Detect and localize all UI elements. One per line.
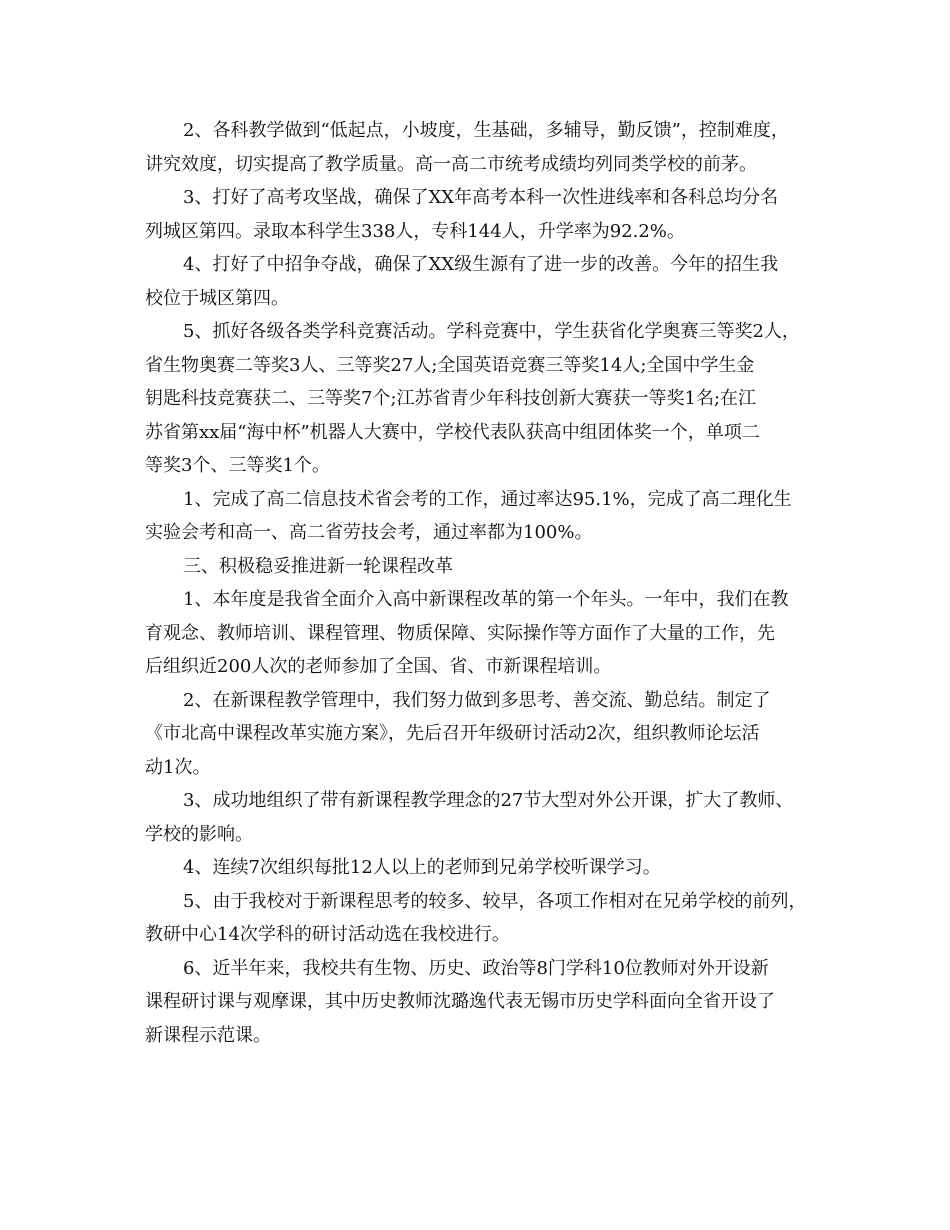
- section-heading: 三、积极稳妥推进新一轮课程改革: [183, 555, 453, 577]
- text-line: 校位于城区第四。: [145, 287, 289, 309]
- text-line: 3、打好了高考攻坚战，确保了XX年高考本科一次性进线率和各科总均分名: [183, 187, 779, 208]
- text-line: 4、打好了中招争夺战，确保了XX级生源有了进一步的改善。今年的招生我: [183, 254, 779, 275]
- text-line: 钥匙科技竞赛获二、三等奖7个;江苏省青少年科技创新大赛获一等奖1名;在江: [145, 388, 757, 409]
- paragraph-it-exam: [145, 483, 825, 550]
- paragraph-teaching-management: [145, 684, 825, 785]
- paragraph-college-exam: [145, 181, 825, 248]
- text-line: 2、各科教学做到“低起点，小坡度，生基础，多辅导，勤反馈”，控制难度，: [183, 120, 789, 141]
- paragraph-competitions: [145, 315, 825, 483]
- text-line: 苏省第xx届“海中杯”机器人大赛中，学校代表队获高中组团体奖一个，单项二: [145, 421, 760, 443]
- text-line: 5、由于我校对于新课程思考的较多、较早，各项工作相对在兄弟学校的前列，: [183, 890, 807, 912]
- paragraph-teaching-quality: [145, 114, 825, 181]
- text-line: 3、成功地组织了带有新课程教学理念的27节大型对外公开课，扩大了教师、: [183, 790, 794, 811]
- text-line: 教研中心14次学科的研讨活动选在我校进行。: [145, 924, 510, 945]
- text-line: 学校的影响。: [145, 823, 253, 845]
- section-heading-curriculum-reform: [145, 550, 825, 584]
- paragraph-demonstration-classes: [145, 952, 825, 1053]
- document-body: [145, 114, 825, 1052]
- text-line: 实验会考和高一、高二省劳技会考，通过率都为100%。: [145, 522, 593, 543]
- paragraph-observation: [145, 851, 825, 885]
- paragraph-open-classes: [145, 784, 825, 851]
- text-line: 列城区第四。录取本科学生338人，专科144人，升学率为92.2%。: [145, 220, 685, 242]
- text-line: 后组织近200人次的老师参加了全国、省、市新课程培训。: [145, 656, 612, 677]
- text-line: 4、连续7次组织每批12人以上的老师到兄弟学校听课学习。: [183, 857, 661, 878]
- text-line: 讲究效度，切实提高了教学质量。高一高二市统考成绩均列同类学校的前茅。: [145, 153, 757, 175]
- text-line: 2、在新课程教学管理中，我们努力做到多思考、善交流、勤总结。制定了: [183, 689, 771, 711]
- text-line: 课程研讨课与观摩课，其中历史教师沈璐逸代表无锡市历史学科面向全省开设了: [145, 991, 775, 1012]
- text-line: 5、抓好各级各类学科竞赛活动。学科竞赛中，学生获省化学奥赛三等奖2人，: [183, 321, 800, 342]
- text-line: 省生物奥赛二等奖3人、三等奖27人;全国英语竞赛三等奖14人;全国中学生金: [145, 354, 755, 376]
- text-line: 新课程示范课。: [145, 1024, 271, 1046]
- text-line: 《市北高中课程改革实施方案》，先后召开年级研讨活动2次，组织教师论坛活: [145, 723, 760, 744]
- text-line: 6、近半年来，我校共有生物、历史、政治等8门学科10位教师对外开设新: [183, 957, 769, 979]
- paragraph-enrollment: [145, 248, 825, 315]
- text-line: 育观念、教师培训、课程管理、物质保障、实际操作等方面作了大量的工作，先: [145, 622, 775, 644]
- paragraph-new-curriculum: [145, 583, 825, 684]
- text-line: 1、本年度是我省全面介入高中新课程改革的第一个年头。一年中，我们在教: [183, 589, 789, 610]
- text-line: 等奖3个、三等奖1个。: [145, 455, 330, 476]
- text-line: 动1次。: [145, 756, 211, 778]
- paragraph-research-activities: [145, 885, 825, 952]
- text-line: 1、完成了高二信息技术省会考的工作，通过率达95.1%，完成了高二理化生: [183, 488, 792, 510]
